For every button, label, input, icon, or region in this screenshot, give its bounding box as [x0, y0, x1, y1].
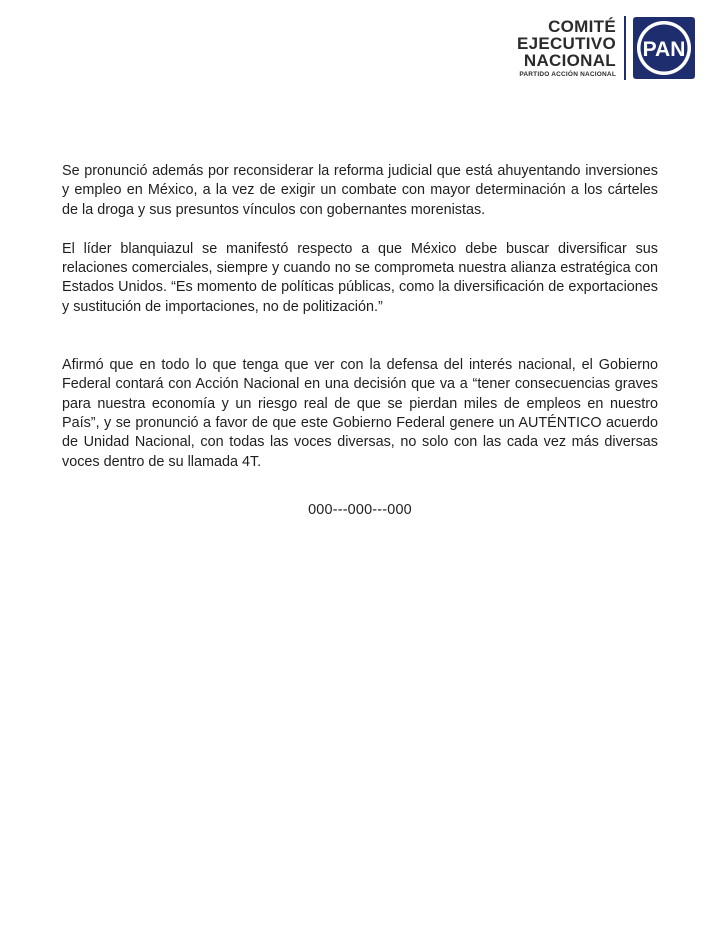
header-divider — [624, 16, 626, 80]
org-name-line-2: EJECUTIVO — [516, 33, 616, 53]
pan-logo-icon — [632, 16, 696, 80]
paragraph-3: Afirmó que en todo lo que tenga que ver con la defensa del interés nacional, el Gobierno Federal contará con Acción Nacional en una decisión que va a “tener consecuencias graves para nuestra economía y un riesgo real de que se pierdan miles de empleos en nuestro País”, y se pronunció a favor de que este Gobierno Federal genere un AUTÉNTICO acuerdo de Unidad Nacional, con todas las voces diversas, no solo con las cada vez más diversas voces dentro de su llamada 4T. — [62, 357, 658, 470]
letterhead — [517, 14, 696, 82]
org-name-line-3: NACIONAL — [523, 50, 616, 70]
closing-mark: 000---000---000 — [308, 501, 412, 518]
press-release-body — [62, 162, 658, 518]
paragraph-1: Se pronunció además por reconsiderar la reforma judicial que está ahuyentando inversiones y empleo en México, a la vez de exigir un combate con mayor determinación a los cárteles de la droga y sus presuntos vínculos con gobernantes morenistas. — [62, 163, 658, 218]
org-name-block — [517, 18, 616, 79]
org-name-line-1: COMITÉ — [548, 16, 616, 36]
paragraph-2: El líder blanquiazul se manifestó respecto a que México debe buscar diversificar sus relaciones comerciales, siempre y cuando no se comprometa nuestra alianza estratégica con Estados Unidos. “Es momento de políticas públicas, como la diversificación de exportaciones y sustitución de importaciones, no de politización.” — [62, 240, 658, 315]
org-subtitle: PARTIDO ACCIÓN NACIONAL — [519, 70, 616, 78]
logo-text: PAN — [642, 38, 686, 61]
